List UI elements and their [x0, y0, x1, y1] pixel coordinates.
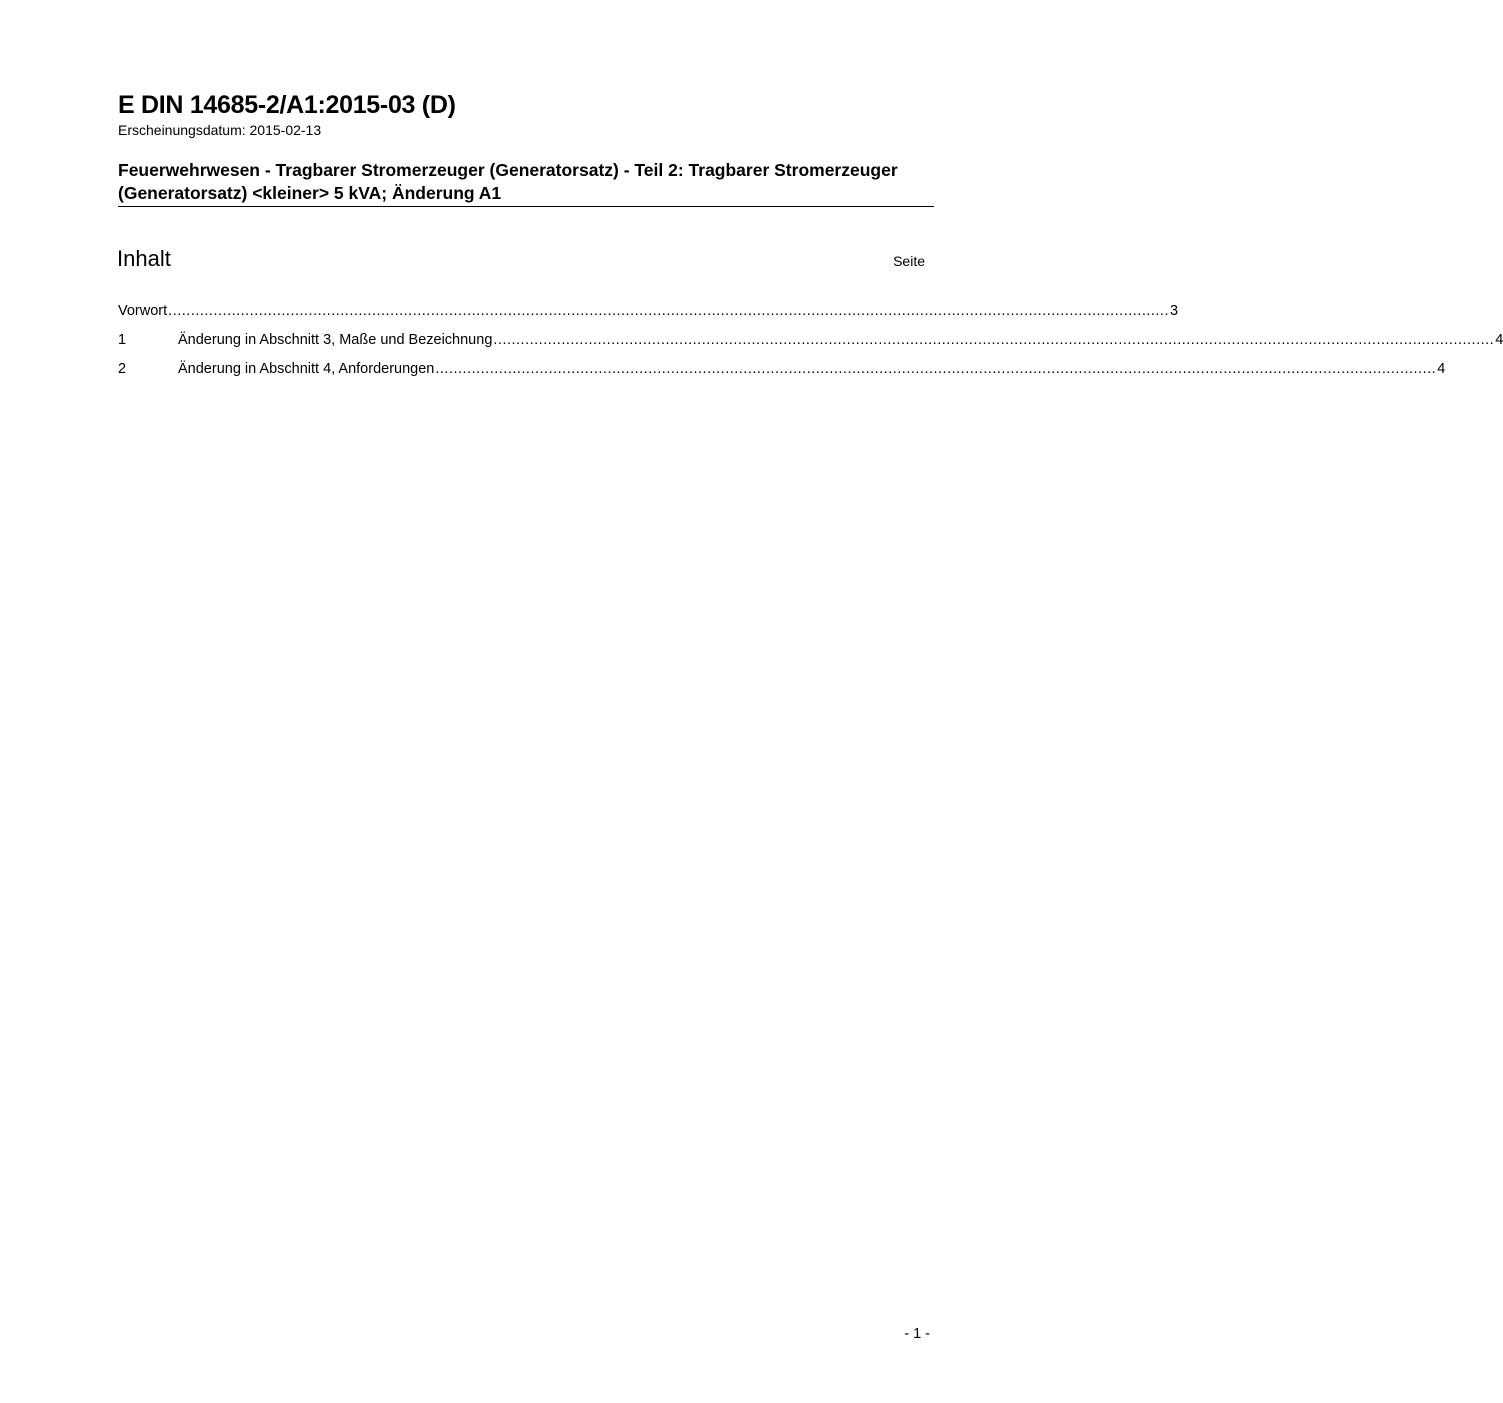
toc-entry-text: Vorwort: [118, 303, 168, 319]
toc-dot-leader: .............................................................................................................................................................................................................................: [435, 361, 1437, 377]
toc-entry-text: Änderung in Abschnitt 3, Maße und Bezeichnung: [178, 332, 493, 348]
toc-page-column-label: Seite: [893, 253, 925, 269]
toc-entry-page: 3: [1170, 303, 1179, 319]
title-divider: [118, 206, 934, 207]
toc-entry-number: 1: [118, 332, 127, 348]
toc-entry-section-2[interactable]: [118, 359, 1446, 388]
toc-entry-page: 4: [1495, 332, 1503, 348]
publication-date: Erscheinungsdatum: 2015-02-13: [118, 122, 322, 138]
table-of-contents: [118, 301, 1503, 388]
document-title: Feuerwehrwesen - Tragbarer Stromerzeuger (Generatorsatz) - Teil 2: Tragbarer Stromerzeuger (Generatorsatz) <kleiner> 5 kVA; Änderung A1: [118, 160, 898, 203]
toc-entry-vorwort[interactable]: [118, 301, 1179, 330]
toc-heading: Inhalt: [117, 246, 171, 271]
toc-dot-leader: .............................................................................................................................................................................................................................: [493, 332, 1495, 348]
toc-entry-page: 4: [1437, 361, 1446, 377]
toc-entry-number: 2: [118, 361, 127, 377]
toc-entry-section-1[interactable]: [118, 330, 1503, 359]
page-number: - 1 -: [904, 1326, 930, 1342]
toc-entry-text: Änderung in Abschnitt 4, Anforderungen: [178, 361, 435, 377]
document-id: E DIN 14685-2/A1:2015-03 (D): [118, 91, 456, 119]
toc-dot-leader: .............................................................................................................................................................................................................................: [168, 303, 1169, 319]
